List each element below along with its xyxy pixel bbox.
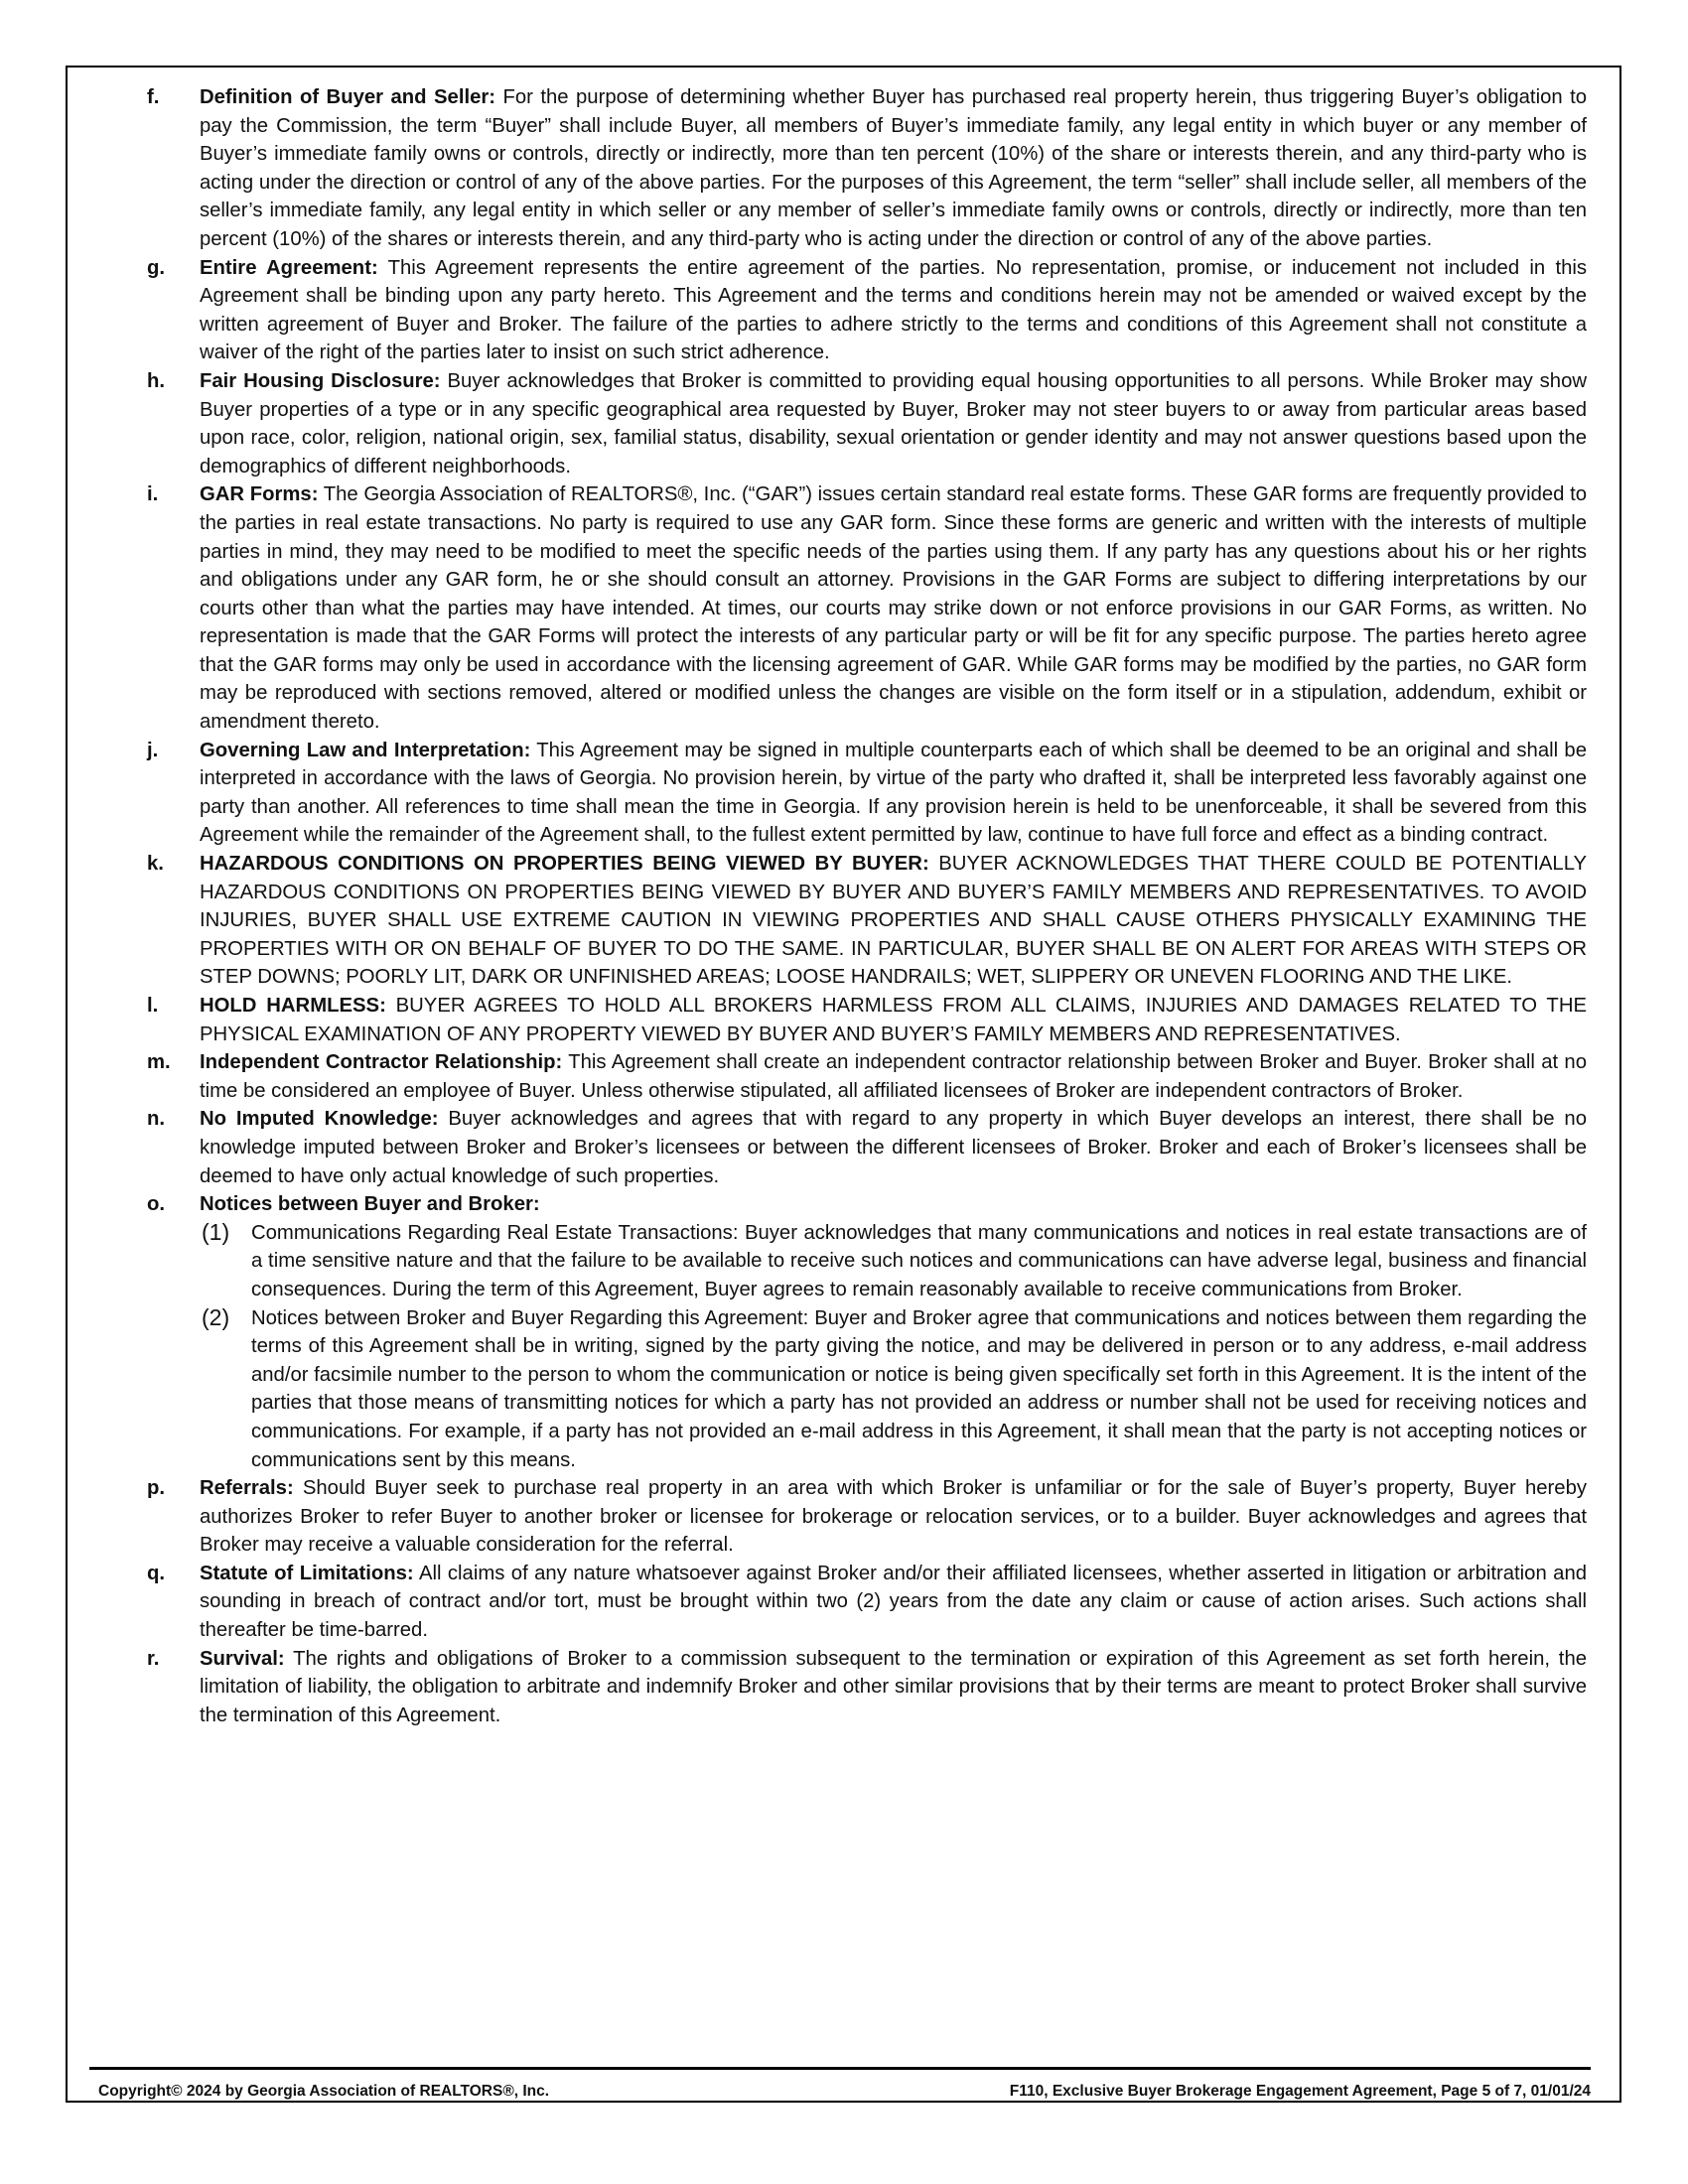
section-letter: n.: [147, 1108, 166, 1131]
section-heading: Survival:: [200, 1647, 285, 1670]
section-f: [147, 83, 1587, 254]
section-o: [147, 1190, 1587, 1474]
section-letter: g.: [147, 256, 166, 279]
section-letter: j.: [147, 739, 159, 761]
footer-form-info: F110, Exclusive Buyer Brokerage Engagement Agreement, Page 5 of 7, 01/01/24: [1009, 2083, 1591, 2100]
section-body: BUYER AGREES TO HOLD ALL BROKERS HARMLESS FROM ALL CLAIMS, INJURIES AND DAMAGES RELATED TO THE PHYSICAL EXAMINATION OF ANY PROPERTY VIEWED BY BUYER AND BUYER’S FAMILY MEMBERS AND REPRESENTATIVES.: [200, 995, 1587, 1045]
section-body: This Agreement may be signed in multiple counterparts each of which shall be deemed to be an original and shall be interpreted in accordance with the laws of Georgia. No provision herein, by virtue of the party who drafted it, shall be interpreted less favorably against one party than another. All references to time shall mean the time in Georgia. If any provision herein is held to be unenforceable, it shall be severed from this Agreement while the remainder of the Agreement shall, to the fullest extent permitted by law, continue to have full force and effect as a binding contract.: [200, 739, 1587, 847]
section-m: [147, 1048, 1587, 1105]
section-letter: o.: [147, 1193, 166, 1216]
notice-number: (1): [202, 1218, 230, 1245]
section-heading: Referrals:: [200, 1477, 294, 1500]
notice-number: (2): [202, 1303, 230, 1330]
section-letter: k.: [147, 853, 164, 876]
section-body: BUYER ACKNOWLEDGES THAT THERE COULD BE POTENTIALLY HAZARDOUS CONDITIONS ON PROPERTIES BEING VIEWED BY BUYER AND BUYER’S FAMILY MEMBERS AND REPRESENTATIVES. TO AVOID INJURIES, BUYER SHALL USE EXTREME CAUTION IN VIEWING PROPERTIES AND SHALL CAUSE OTHERS PHYSICALLY EXAMINING THE PROPERTIES WITH OR ON BEHALF OF BUYER TO DO THE SAME. IN PARTICULAR, BUYER SHALL BE ON ALERT FOR AREAS WITH STEPS OR STEP DOWNS; POORLY LIT, DARK OR UNFINISHED AREAS; LOOSE HANDRAILS; WET, SLIPPERY OR UNEVEN FLOORING AND THE LIKE.: [200, 853, 1587, 989]
section-body: The Georgia Association of REALTORS®, Inc. (“GAR”) issues certain standard real estate forms. These GAR forms are frequently provided to the parties in real estate transactions. No party is required to use any GAR form. Since these forms are generic and written with the interests of multiple parties in mind, they may need to be modified to meet the specific needs of the parties using them. If any party has any questions about his or her rights and obligations under any GAR form, he or she should consult an attorney. Provisions in the GAR Forms are subject to differing interpretations by our courts other than what the parties may have intended. At times, our courts may strike down or not enforce provisions in our GAR Forms, as written. No representation is made that the GAR Forms will protect the interests of any particular party or will be fit for any specific purpose. The parties hereto agree that the GAR forms may only be used in accordance with the licensing agreement of GAR. While GAR forms may be modified by the parties, no GAR form may be reproduced with sections removed, altered or modified unless the changes are visible on the form itself or in a stipulation, addendum, exhibit or amendment thereto.: [200, 483, 1587, 734]
section-body: All claims of any nature whatsoever against Broker and/or their affiliated licensees, whether asserted in litigation or arbitration and sounding in breach of contract and/or tort, must be brought within two (2) years from the date any claim or cause of action arises. Such actions shall thereafter be time-barred.: [200, 1562, 1587, 1642]
section-k: [147, 850, 1587, 992]
section-heading: No Imputed Knowledge:: [200, 1108, 439, 1131]
section-body: Should Buyer seek to purchase real property in an area with which Broker is unfamiliar or for the sale of Buyer’s property, Buyer hereby authorizes Broker to refer Buyer to another broker or licensee for brokerage or relocation services, or to a builder. Buyer acknowledges and agrees that Broker may receive a valuable consideration for the referral.: [200, 1477, 1587, 1557]
section-heading: Fair Housing Disclosure:: [200, 369, 441, 392]
section-j: [147, 737, 1587, 850]
section-n: [147, 1105, 1587, 1190]
section-letter: f.: [147, 86, 160, 108]
section-letter: i.: [147, 483, 159, 506]
notice-body: Notices between Broker and Buyer Regarding this Agreement: Buyer and Broker agree that communications and notices between them regarding the terms of this Agreement shall be in writing, signed by the party giving the notice, and may be delivered in person or to any address, e-mail address and/or facsimile number to the person to whom the communication or notice is being given specifically set forth in this Agreement. It is the intent of the parties that those means of transmitting notices for which a party has not provided an address or number shall not be used for receiving notices and communications. For example, if a party has not provided an e-mail address in this Agreement, it shall mean that the party is not accepting notices or communications sent by this means.: [251, 1306, 1587, 1471]
section-heading: Entire Agreement:: [200, 256, 378, 279]
section-h: [147, 367, 1587, 480]
section-body: The rights and obligations of Broker to a commission subsequent to the termination or expiration of this Agreement as set forth herein, the limitation of liability, the obligation to arbitrate and indemnify Broker and other similar provisions that by their terms are meant to protect Broker shall survive the termination of this Agreement.: [200, 1647, 1587, 1726]
section-letter: q.: [147, 1562, 166, 1584]
section-i: [147, 480, 1587, 736]
section-heading: HAZARDOUS CONDITIONS ON PROPERTIES BEING VIEWED BY BUYER:: [200, 853, 929, 876]
section-heading: Definition of Buyer and Seller:: [200, 86, 496, 108]
section-heading: Governing Law and Interpretation:: [200, 739, 531, 761]
section-g: [147, 254, 1587, 367]
section-p: [147, 1474, 1587, 1560]
section-body: For the purpose of determining whether Buyer has purchased real property herein, thus triggering Buyer’s obligation to pay the Commission, the term “Buyer” shall include Buyer, all members of Buyer’s immediate family, any legal entity in which buyer or any member of Buyer’s immediate family owns or controls, directly or indirectly, more than ten percent (10%) of the share or interests therein, and any third-party who is acting under the direction or control of any of the above parties. For the purposes of this Agreement, the term “seller” shall include seller, all members of the seller’s immediate family, any legal entity in which seller or any member of seller’s immediate family owns or controls, directly or indirectly, more than ten percent (10%) of the shares or interests therein, and any third-party who is acting under the direction or control of any of the above parties.: [200, 86, 1587, 250]
section-r: [147, 1645, 1587, 1730]
section-heading: Independent Contractor Relationship:: [200, 1051, 563, 1074]
section-letter: h.: [147, 369, 166, 392]
section-letter: r.: [147, 1647, 160, 1670]
section-heading: Statute of Limitations:: [200, 1562, 414, 1584]
section-letter: m.: [147, 1051, 171, 1074]
footer-copyright: Copyright© 2024 by Georgia Association of REALTORS®, Inc.: [98, 2083, 550, 2100]
notice-body: Communications Regarding Real Estate Transactions: Buyer acknowledges that many communications and notices in real estate transactions are of a time sensitive nature and that the failure to be available to receive such notices and communications can have adverse legal, business and financial consequences. During the term of this Agreement, Buyer agrees to remain reasonably available to receive communications from Broker.: [251, 1221, 1587, 1300]
section-body: This Agreement shall create an independent contractor relationship between Broker and Buyer. Broker shall at no time be considered an employee of Buyer. Unless otherwise stipulated, all affiliated licensees of Broker are independent contractors of Broker.: [200, 1051, 1587, 1102]
footer-divider: [89, 2067, 1591, 2070]
section-body: This Agreement represents the entire agreement of the parties. No representation, promise, or inducement not included in this Agreement shall be binding upon any party hereto. This Agreement and the terms and conditions herein may not be amended or waived except by the written agreement of Buyer and Broker. The failure of the parties to adhere strictly to the terms and conditions of this Agreement shall not constitute a waiver of the right of the parties later to insist on such strict adherence.: [200, 256, 1587, 364]
section-q: [147, 1560, 1587, 1645]
section-letter: l.: [147, 995, 159, 1017]
section-heading: HOLD HARMLESS:: [200, 995, 386, 1017]
section-l: [147, 992, 1587, 1048]
section-heading: Notices between Buyer and Broker:: [200, 1193, 540, 1216]
document-body: [147, 83, 1587, 1729]
section-letter: p.: [147, 1477, 166, 1500]
notice-item-1: [200, 1219, 1587, 1304]
section-body: Buyer acknowledges and agrees that with regard to any property in which Buyer develops an interest, there shall be no knowledge imputed between Broker and Broker’s licensees or between the different licensees of Broker. Broker and each of Broker’s licensees shall be deemed to have only actual knowledge of such properties.: [200, 1108, 1587, 1187]
notice-item-2: [200, 1304, 1587, 1475]
section-body: Buyer acknowledges that Broker is committed to providing equal housing opportunities to all persons. While Broker may show Buyer properties of a type or in any specific geographical area requested by Buyer, Broker may not steer buyers to or away from particular areas based upon race, color, religion, national origin, sex, familial status, disability, sexual orientation or gender identity and may not answer questions based upon the demographics of different neighborhoods.: [200, 369, 1587, 478]
section-heading: GAR Forms:: [200, 483, 319, 506]
